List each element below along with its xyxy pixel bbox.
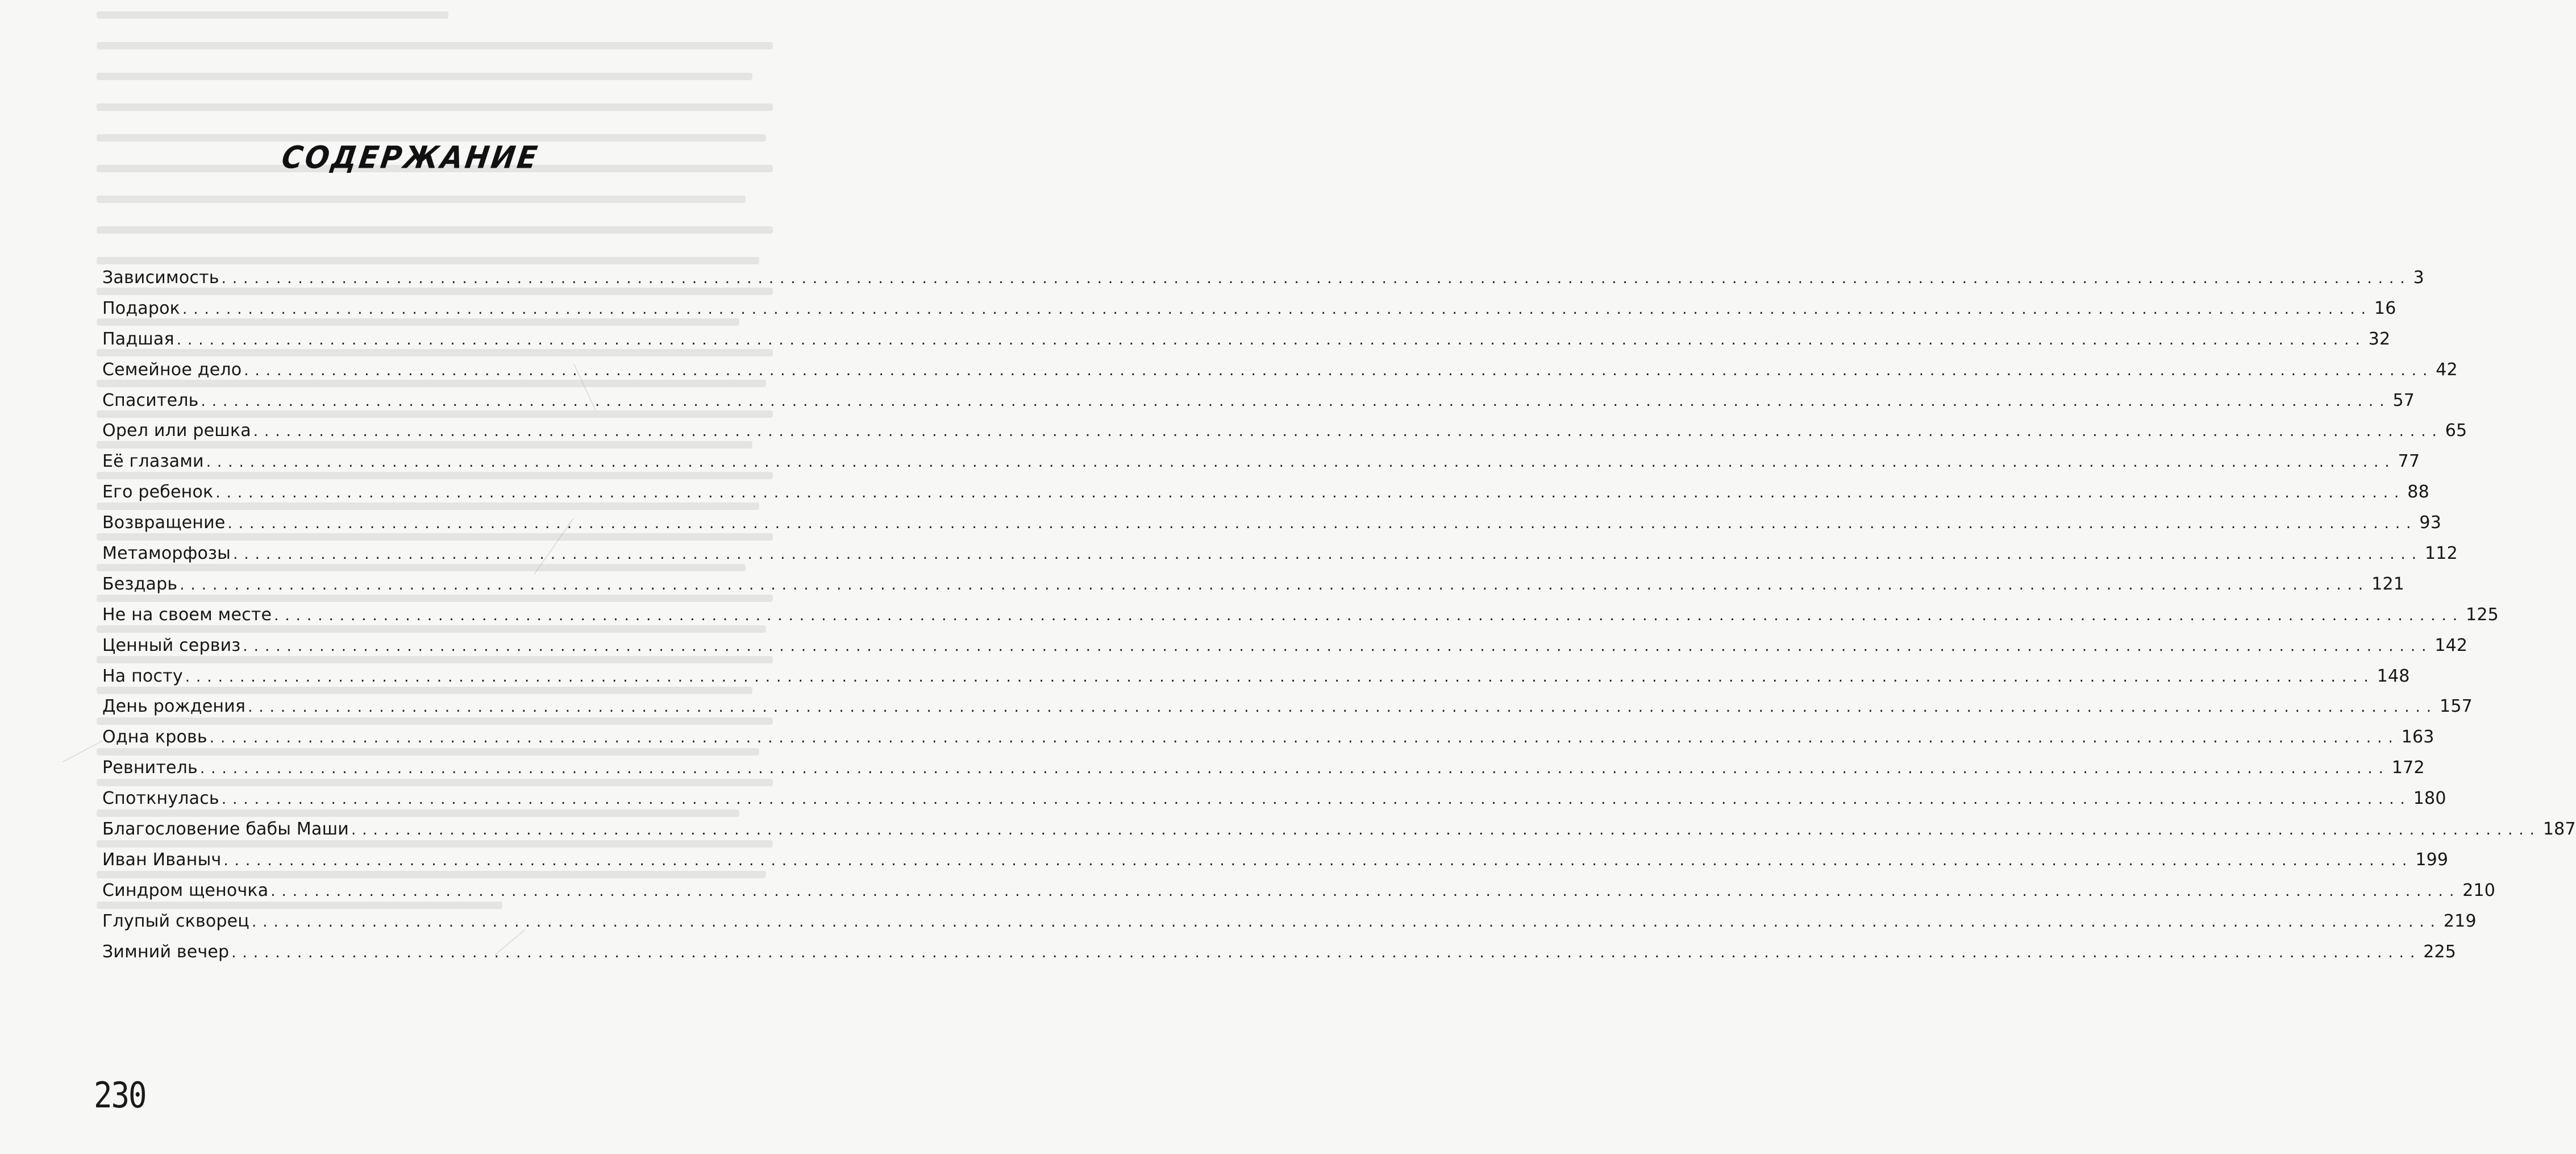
toc-entry[interactable] [102, 446, 2420, 477]
toc-entry-page: 180 [2413, 788, 2446, 809]
toc-entry[interactable] [102, 538, 2458, 569]
toc-entry[interactable] [102, 845, 2449, 875]
toc-entry-page: 157 [2440, 696, 2473, 717]
dot-leader: ........................................................................................................................................................................................................ [244, 362, 2434, 379]
toc-entry[interactable] [102, 814, 2576, 845]
toc-entry[interactable] [102, 722, 2434, 753]
table-of-contents [102, 263, 2576, 967]
toc-entry[interactable] [102, 508, 2441, 538]
toc-entry[interactable] [102, 477, 2429, 508]
toc-entry-title: Благословение бабы Маши [102, 819, 349, 840]
toc-entry-title: Подарок [102, 298, 180, 318]
dot-leader: ........................................................................................................................................................................................................ [221, 791, 2411, 808]
toc-entry-page: 57 [2392, 390, 2415, 410]
toc-entry-page: 219 [2443, 911, 2477, 931]
toc-entry-page: 163 [2401, 727, 2434, 748]
toc-entry-page: 32 [2368, 329, 2391, 349]
toc-entry-title: Её глазами [102, 451, 204, 472]
toc-entry-title: Ценный сервиз [102, 635, 241, 655]
toc-entry[interactable] [102, 783, 2446, 814]
toc-entry[interactable] [102, 661, 2410, 692]
toc-entry[interactable] [102, 324, 2391, 355]
toc-entry[interactable] [102, 569, 2405, 600]
dot-leader: ........................................................................................................................................................................................................ [251, 913, 2441, 931]
toc-entry-title: Глупый скворец [102, 911, 249, 931]
toc-entry-title: Возвращение [102, 513, 226, 533]
toc-entry-page: 112 [2425, 543, 2458, 564]
toc-entry-title: Споткнулась [102, 788, 219, 809]
dot-leader: ........................................................................................................................................................................................................ [351, 821, 2541, 839]
dot-leader: ........................................................................................................................................................................................................ [248, 699, 2438, 716]
toc-entry-title: Орел или решка [102, 421, 251, 441]
toc-entry-page: 16 [2374, 298, 2396, 318]
dot-leader: ........................................................................................................................................................................................................ [253, 423, 2443, 441]
toc-entry-page: 225 [2423, 941, 2457, 962]
toc-entry-title: Падшая [102, 329, 174, 349]
toc-entry-page: 42 [2436, 359, 2458, 380]
toc-entry[interactable] [102, 385, 2415, 416]
page-number: 230 [94, 1074, 146, 1116]
toc-entry[interactable] [102, 691, 2473, 722]
toc-entry[interactable] [102, 630, 2468, 661]
toc-entry-page: 65 [2445, 421, 2467, 441]
toc-entry-page: 172 [2391, 758, 2425, 778]
dot-leader: ........................................................................................................................................................................................................ [201, 392, 2391, 410]
dot-leader: ........................................................................................................................................................................................................ [243, 637, 2433, 655]
toc-entry-page: 77 [2398, 451, 2420, 472]
dot-leader: ........................................................................................................................................................................................................ [270, 882, 2461, 900]
dot-leader: ........................................................................................................................................................................................................ [182, 300, 2372, 318]
toc-entry-page: 199 [2415, 849, 2449, 870]
toc-entry-title: Синдром щеночка [102, 880, 269, 900]
toc-entry[interactable] [102, 906, 2477, 937]
toc-entry[interactable] [102, 937, 2457, 968]
toc-entry-title: Иван Иваныч [102, 849, 222, 870]
toc-entry-title: Одна кровь [102, 727, 207, 748]
paper-scratch-mark [63, 741, 103, 762]
toc-entry-title: Спаситель [102, 390, 199, 410]
dot-leader: ........................................................................................................................................................................................................ [209, 729, 2399, 747]
dot-leader: ........................................................................................................................................................................................................ [185, 668, 2375, 686]
toc-entry-title: На посту [102, 666, 183, 686]
toc-entry-page: 121 [2371, 574, 2405, 594]
toc-entry-title: День рождения [102, 696, 246, 717]
toc-entry-title: Не на своем месте [102, 604, 272, 625]
dot-leader: ........................................................................................................................................................................................................ [227, 515, 2417, 533]
toc-entry-title: Ревнитель [102, 758, 198, 778]
dot-leader: ........................................................................................................................................................................................................ [206, 454, 2396, 471]
dot-leader: ........................................................................................................................................................................................................ [231, 944, 2421, 961]
toc-entry-page: 210 [2462, 880, 2496, 900]
toc-entry-page: 148 [2377, 666, 2410, 686]
dot-leader: ........................................................................................................................................................................................................ [223, 852, 2413, 869]
toc-entry-title: Зимний вечер [102, 941, 230, 962]
toc-entry[interactable] [102, 293, 2396, 324]
toc-entry-title: Метаморфозы [102, 543, 231, 564]
toc-entry[interactable] [102, 263, 2424, 293]
toc-entry-page: 93 [2419, 513, 2441, 533]
toc-entry-title: Зависимость [102, 268, 219, 288]
toc-entry[interactable] [102, 355, 2458, 385]
toc-entry-page: 187 [2542, 819, 2576, 840]
toc-entry[interactable] [102, 416, 2467, 446]
toc-entry-title: Бездарь [102, 574, 178, 594]
toc-entry-page: 142 [2434, 635, 2468, 655]
dot-leader: ........................................................................................................................................................................................................ [176, 331, 2366, 348]
toc-entry-page: 88 [2407, 482, 2429, 503]
dot-leader: ........................................................................................................................................................................................................ [215, 484, 2406, 502]
dot-leader: ........................................................................................................................................................................................................ [180, 576, 2370, 593]
contents-heading: СОДЕРЖАНИЕ [279, 139, 542, 176]
toc-entry[interactable] [102, 600, 2499, 630]
toc-entry[interactable] [102, 753, 2425, 783]
dot-leader: ........................................................................................................................................................................................................ [233, 546, 2423, 563]
toc-entry-page: 125 [2466, 604, 2499, 625]
dot-leader: ........................................................................................................................................................................................................ [274, 607, 2464, 624]
toc-entry[interactable] [102, 875, 2496, 906]
toc-entry-page: 3 [2413, 268, 2424, 288]
dot-leader: ........................................................................................................................................................................................................ [221, 270, 2411, 287]
toc-entry-title: Семейное дело [102, 359, 242, 380]
dot-leader: ........................................................................................................................................................................................................ [199, 760, 2390, 778]
toc-entry-title: Его ребенок [102, 482, 214, 503]
